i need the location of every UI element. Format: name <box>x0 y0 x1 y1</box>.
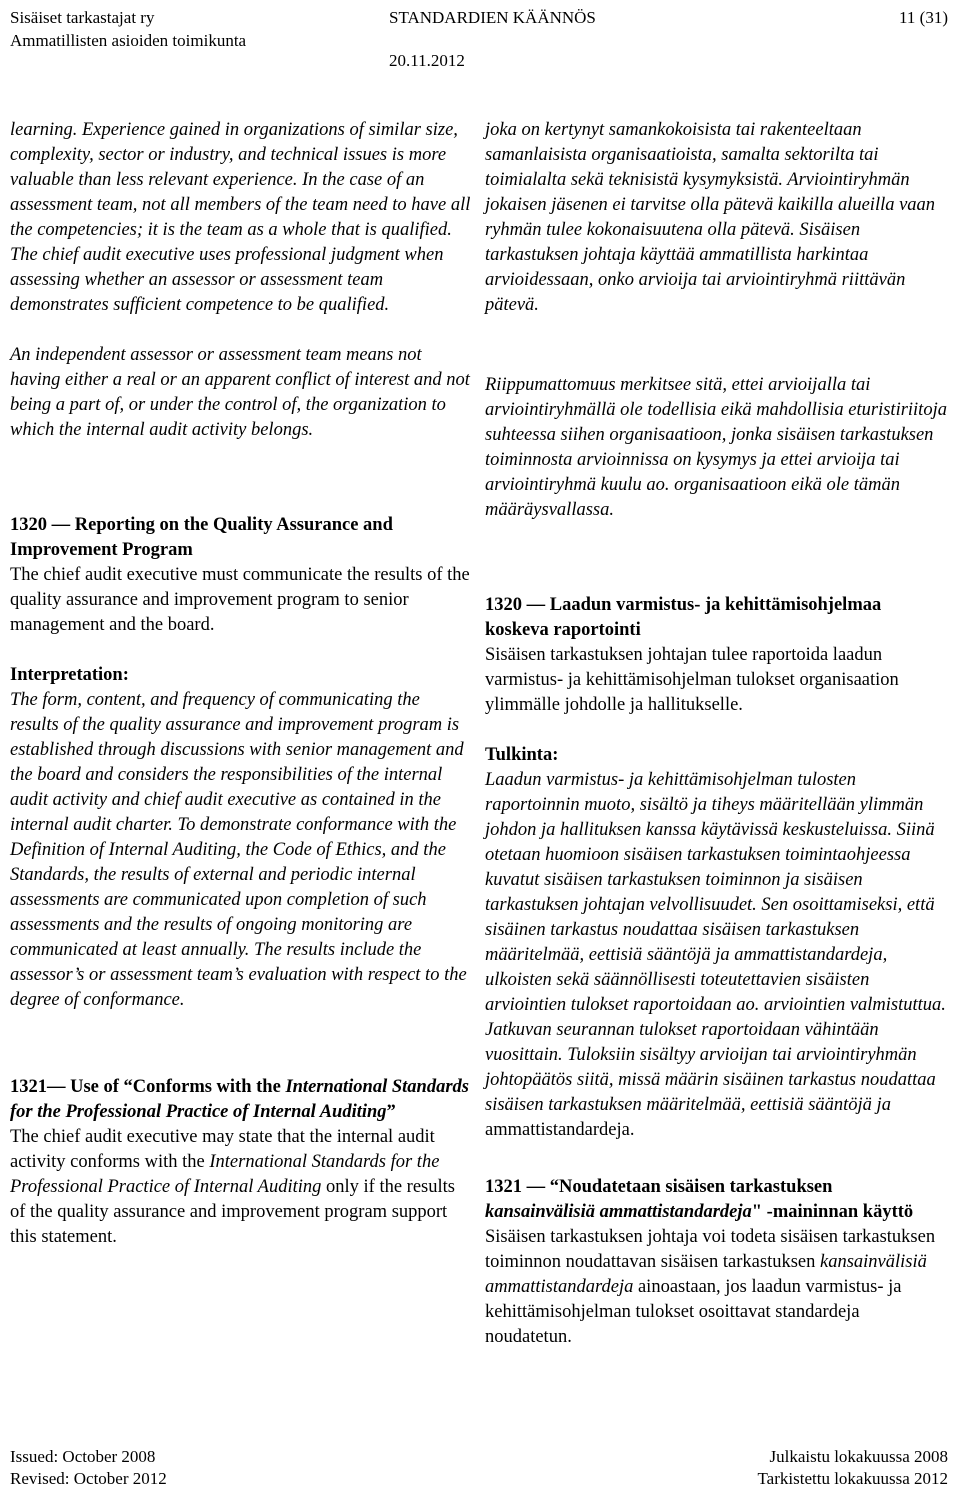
standard-1320-body-fi: Sisäisen tarkastuksen johtajan tulee raportoida laadun varmistus- ja kehittämisohjelman tulokset organisaation ylimmälle johdolle ja hallitukselle. <box>485 645 899 715</box>
english-column <box>10 118 472 1250</box>
body-part: ainoastaan, jos laadun varmistus- ja kehittämisohjelman tulokset osoittavat standardeja noudatetun. <box>485 1277 902 1347</box>
standard-1320-title: 1320 — Reporting on the Quality Assurance and Improvement Program <box>10 515 393 560</box>
header-committee: Ammatillisten asioiden toimikunta <box>10 31 247 50</box>
interpretation-tail: ammattistandardeja. <box>485 1120 635 1140</box>
competence-paragraph: learning. Experience gained in organizations of similar size, complexity, sector or industry, and technical issues is more valuable than less relevant experience. In the case of an assessment team, not all members of the team need to have all the competencies; it is the team as a whole that is qualified. The chief audit executive uses professional judgment when assessing whether an assessor or assessment team demonstrates sufficient competence to be qualified. <box>10 120 471 315</box>
standard-1320-body: The chief audit executive must communicate the results of the quality assurance and improvement program to senior management and the board. <box>10 565 470 635</box>
header-org: Sisäiset tarkastajat ry <box>10 8 155 27</box>
interpretation-main: Laadun varmistus- ja kehittämisohjelman tulosten raportoinnin muoto, sisältö ja tiheys määritellään ylimmän johdon ja hallituksen kanssa käytävissä keskusteluissa. Siinä otetaan huomioon sisäisen tarkastuksen toimintaohjeessa kuvatut sisäisen tarkastuksen toiminnon ja sisäisen tarkastuksen johtajan velvollisuudet. Sen osoittamiseksi, että sisäinen tarkastus noudattaa sisäisen tarkastuksen määritelmää, eettisiä sääntöjä ja ammattistandardeja, ulkoisten sekä säännöllisesti toteutettavien sisäisten arviointien tulokset raportoidaan ao. arviointien valmistuttua. Jatkuvan seurannan tulokset raportoidaan vähintään vuosittain. Tuloksiin sisältyy arvioijan tai arviointiryhmän johtopäätös siitä, missä määrin sisäinen tarkastus noudattaa sisäisen tarkastuksen määritelmää, eettisiä sääntöjä ja <box>485 770 946 1115</box>
standard-1321-title <box>10 1075 472 1125</box>
title-standards-name: kansainvälisiä ammattistandardeja <box>485 1202 752 1222</box>
interpretation-label-fi: Tulkinta: <box>485 745 559 765</box>
standard-1321-body-fi <box>485 1225 947 1350</box>
header-page-number: 11 (31) <box>899 8 948 27</box>
finnish-column <box>485 118 947 1350</box>
header-date: 20.11.2012 <box>389 51 465 70</box>
footer-revised: Revised: October 2012 <box>10 1469 167 1488</box>
standard-1320-title-fi: 1320 — Laadun varmistus- ja kehittämisohjelmaa koskeva raportointi <box>485 595 882 640</box>
interpretation-text-fi <box>485 768 947 1143</box>
standard-1321-title-fi <box>485 1175 947 1225</box>
footer-issued: Issued: October 2008 <box>10 1447 156 1466</box>
body-part: Sisäisen tarkastuksen johtaja voi todeta sisäisen tarkastuksen toiminnon noudattavan sisäisen tarkastuksen <box>485 1227 936 1272</box>
header-doc-title: STANDARDIEN KÄÄNNÖS <box>389 8 596 27</box>
title-part: ” <box>386 1102 396 1122</box>
title-part: " -maininnan käyttö <box>751 1202 914 1222</box>
footer-julkaistu: Julkaistu lokakuussa 2008 <box>769 1447 948 1466</box>
title-standards-name: International Standards for the Professional Practice of Internal Auditing <box>10 1077 469 1122</box>
competence-paragraph-fi: joka on kertynyt samankokoisista tai rakenteeltaan samanlaisista organisaatioista, samalta sektorilta tai toimialalta sekä teknisistä kysymyksistä. Arviointiryhmän jokaisen jäsenen ei tarvitse olla pätevä kaikilla alueilla vaan ryhmän tulee kokonaisuutena olla pätevä. Sisäisen tarkastuksen johtaja käyttää ammatillista harkintaa arvioidessaan, onko arvioija tai arviointiryhmä riittävän pätevä. <box>485 120 936 315</box>
body-standards-name: kansainvälisiä ammattistandardeja <box>485 1252 927 1297</box>
independence-paragraph-fi: Riippumattomuus merkitsee sitä, ettei arvioijalla tai arviointiryhmällä ole todellisia eikä mahdollisia eturistiriitoja suhteessa siihen organisaatioon, jonka sisäisen tarkastuksen toiminnosta arvioinnissa on kysymys ja ettei arvioija tai arviointiryhmä kuulu ao. organisaatioon eikä ole tämän määräysvallassa. <box>485 375 947 520</box>
footer-tarkistettu: Tarkistettu lokakuussa 2012 <box>757 1469 948 1488</box>
standard-1321-body <box>10 1125 472 1250</box>
body-standards-name: International Standards for the Professional Practice of Internal Auditing <box>10 1152 440 1197</box>
body-part: The chief audit executive may state that the internal audit activity conforms with the <box>10 1127 435 1172</box>
interpretation-label: Interpretation: <box>10 665 129 685</box>
title-part: 1321— Use of “Conforms with the <box>10 1077 286 1097</box>
title-part: 1321 — “Noudatetaan sisäisen tarkastuksen <box>485 1177 833 1197</box>
body-part: only if the results of the quality assurance and improvement program support this statement. <box>10 1177 455 1247</box>
interpretation-text: The form, content, and frequency of communicating the results of the quality assurance and improvement program is established through discussions with senior management and the board and considers the responsibilities of the internal audit activity and chief audit executive as contained in the internal audit charter. To demonstrate conformance with the Definition of Internal Auditing, the Code of Ethics, and the Standards, the results of external and periodic internal assessments are communicated upon completion of such assessments and the results of ongoing monitoring are communicated at least annually. The results include the assessor’s or assessment team’s evaluation with respect to the degree of conformance. <box>10 690 467 1010</box>
independence-paragraph: An independent assessor or assessment team means not having either a real or an apparent conflict of interest and not being a part of, or under the control of, the organization to which the internal audit activity belongs. <box>10 345 470 440</box>
